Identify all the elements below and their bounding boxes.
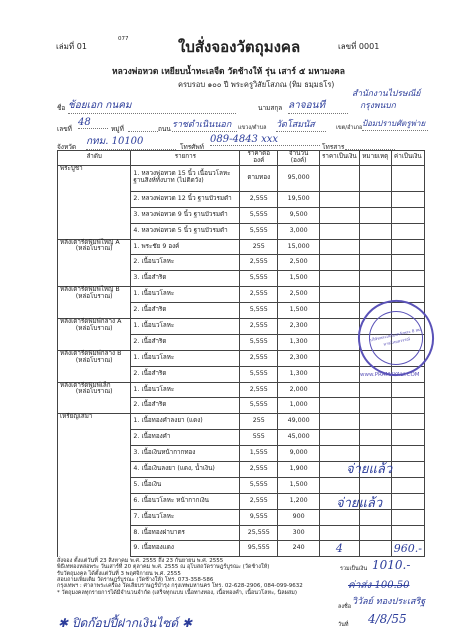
district-field[interactable]: วัดโสมนัส	[276, 117, 326, 132]
footer-line: สั่งจอง ตั้งแต่วันที่ 23 สิงหาคม พ.ศ. 2555 ถึง 23 กันยายน พ.ศ. 2555	[57, 558, 224, 564]
footer-line: สอบถามเพิ่มเติม วัดราษฎร์บูรณะ (วัดช้างให้) โทร. 073-358-586	[57, 576, 214, 583]
row-sum[interactable]	[391, 191, 424, 207]
row-item-name: เนื้อเงินลงยา (แดง, น้ำเงิน)	[141, 464, 215, 472]
row-remark	[359, 255, 391, 271]
table-row	[58, 287, 425, 303]
amphur-label: เขต/อำเภอ	[336, 125, 363, 131]
row-item-name: หลวงพ่อทวด 15 นิ้ว เนื้อนวโลหะ ฐานสิงห์ทั้งบาท (ไม่ติดวัง)	[133, 170, 231, 185]
house-field[interactable]: 48	[78, 117, 108, 129]
row-price: 255	[240, 239, 278, 255]
row-price: 2,555	[240, 493, 278, 509]
row-qty[interactable]: 4	[320, 541, 360, 557]
row-qty[interactable]	[320, 165, 360, 191]
moo-field[interactable]	[128, 130, 158, 132]
row-remark	[359, 207, 391, 223]
paid-note-2: จ่ายแล้ว	[336, 496, 383, 511]
row-number: 2.	[133, 369, 140, 377]
row-item-name: เนื้อทองฝาบาตร	[141, 528, 185, 536]
row-item-cell	[131, 509, 240, 525]
row-qty[interactable]	[320, 430, 360, 446]
row-item-name: เนื้อสำริด	[141, 337, 167, 345]
row-number: 8.	[133, 528, 140, 536]
row-item-name: เนื้อสำริด	[141, 274, 167, 282]
stamp-text: บริษัทพระเครื่องคลังพระ 8 สมหาดไทยสวรรณ์	[369, 326, 422, 347]
footer-line: กรุงเทพฯ : ศาลาพระเครื่อง วัดเลียบราษฎร์บำรุง กรุงเทพมหานคร โทร. 02-628-2906, 084-099-9632	[57, 583, 303, 590]
row-item-name: เนื้อนวโลหะ	[141, 258, 175, 266]
row-total: 15,000	[278, 239, 320, 255]
form-number: เลขที่ 0001	[338, 42, 380, 51]
row-item-cell	[131, 477, 240, 493]
row-item-cell	[131, 398, 240, 414]
col-header-item: รายการ	[131, 151, 240, 166]
row-sum[interactable]	[391, 382, 424, 398]
row-item-cell	[131, 287, 240, 303]
row-item-cell	[131, 303, 240, 319]
row-number: 3.	[133, 274, 140, 282]
table-row	[58, 223, 425, 239]
row-price: ตามทอง	[240, 165, 278, 191]
row-total: 2,000	[278, 382, 320, 398]
row-number: 1.	[133, 321, 140, 329]
row-group-cell	[58, 255, 131, 271]
row-item-name: เนื้อเงินหน้ากากทอง	[141, 449, 196, 457]
row-price: 2,555	[240, 287, 278, 303]
row-item-name: เนื้อนวโลหะ หน้ากากเงิน	[141, 496, 209, 504]
total-value: 1010.-	[372, 558, 411, 572]
name-label: ชื่อ	[57, 104, 66, 112]
row-item-cell	[131, 271, 240, 287]
shipping-note: ค่าส่ง 100.50	[348, 580, 410, 591]
row-sum[interactable]	[391, 414, 424, 430]
table-row	[58, 525, 425, 541]
row-total: 19,500	[278, 191, 320, 207]
row-group-sublabel: (หล่อโบราณ)	[75, 324, 113, 332]
row-sum[interactable]	[391, 165, 424, 191]
row-item-cell	[131, 461, 240, 477]
table-row	[58, 207, 425, 223]
date-label: วันที่	[338, 622, 349, 628]
row-qty[interactable]	[320, 239, 360, 255]
row-number: 3.	[133, 449, 140, 457]
row-item-cell	[131, 223, 240, 239]
row-price: 5,555	[240, 366, 278, 382]
row-number: 1.	[133, 385, 140, 393]
row-item-cell	[131, 350, 240, 366]
row-remark	[359, 271, 391, 287]
row-remark	[359, 398, 391, 414]
row-remark	[359, 477, 391, 493]
col-header-no: ลำดับ	[58, 151, 131, 166]
row-total: 49,000	[278, 414, 320, 430]
stamp-center	[364, 306, 428, 370]
row-group-cell	[58, 318, 131, 334]
table-row	[58, 165, 425, 191]
road-label: ถนน	[158, 125, 171, 133]
row-price: 5,555	[240, 271, 278, 287]
table-row	[58, 477, 425, 493]
row-qty[interactable]	[320, 350, 360, 366]
table-row	[58, 271, 425, 287]
row-total: 1,900	[278, 461, 320, 477]
row-total: 2,500	[278, 287, 320, 303]
row-item-cell	[131, 207, 240, 223]
row-sum[interactable]	[391, 446, 424, 462]
footer-line: พิธีเททองหล่อพระ วันเสาร์ที่ 20 ตุลาคม พ.ศ. 2555 ณ อุโบสถวัดราษฎร์บูรณะ (วัดช้างให้)	[57, 564, 270, 571]
row-total: 1,300	[278, 366, 320, 382]
row-item-cell	[131, 525, 240, 541]
row-price: 2,555	[240, 461, 278, 477]
table-row	[58, 255, 425, 271]
row-number: 2.	[133, 433, 140, 441]
row-item-name: เนื้อนวโลหะ	[141, 385, 175, 393]
footer-notes	[57, 558, 339, 596]
row-group-label: หลังเตารีดพิมพ์กลาง B	[60, 349, 122, 357]
row-qty[interactable]	[320, 287, 360, 303]
table-row	[58, 382, 425, 398]
row-qty[interactable]	[320, 318, 360, 334]
row-item-cell	[131, 541, 240, 557]
house-label: เลขที่	[57, 125, 72, 133]
row-item-name: เนื้อสำริด	[141, 369, 167, 377]
row-group-cell	[58, 366, 131, 382]
bottom-note	[58, 614, 192, 633]
fax-label: โทรสาร	[322, 143, 345, 151]
row-total: 2,500	[278, 255, 320, 271]
row-number: 7.	[133, 512, 140, 520]
row-group-cell	[58, 414, 131, 430]
row-number: 1.	[133, 290, 140, 298]
row-item-cell	[131, 414, 240, 430]
row-group-cell	[58, 287, 131, 303]
province-field[interactable]: กทม. 10100	[86, 134, 176, 150]
row-number: 5.	[133, 480, 140, 488]
row-remark	[359, 382, 391, 398]
row-qty[interactable]	[320, 382, 360, 398]
row-group-cell	[58, 334, 131, 350]
signer-label: ลงชื่อ	[338, 604, 352, 610]
row-group-cell	[58, 477, 131, 493]
row-total: 9,500	[278, 207, 320, 223]
row-item-cell	[131, 430, 240, 446]
row-price: 5,555	[240, 303, 278, 319]
row-item-name: หลวงพ่อทวด 5 นิ้ว ฐานบัวรมดำ	[141, 226, 228, 234]
row-remark	[359, 191, 391, 207]
row-group-cell	[58, 493, 131, 509]
row-group-cell	[58, 223, 131, 239]
row-group-cell	[58, 446, 131, 462]
row-sum[interactable]	[391, 255, 424, 271]
row-qty[interactable]	[320, 398, 360, 414]
row-group-cell	[58, 350, 131, 366]
row-total: 1,500	[278, 303, 320, 319]
row-item-name: เนื้อนวโลหะ	[141, 290, 175, 298]
row-number: 3.	[133, 210, 140, 218]
row-item-cell	[131, 239, 240, 255]
row-price: 9,555	[240, 509, 278, 525]
row-group-label: หลังเตารีดพิมพ์ใหญ่ A	[60, 238, 120, 246]
row-qty[interactable]	[320, 207, 360, 223]
row-group-cell	[58, 239, 131, 255]
row-total: 1,000	[278, 398, 320, 414]
row-qty[interactable]	[320, 255, 360, 271]
row-number: 2.	[133, 401, 140, 409]
row-qty[interactable]	[320, 303, 360, 319]
row-total: 1,500	[278, 477, 320, 493]
row-item-name: หลวงพ่อทวด 9 นิ้ว ฐานบัวรมดำ	[141, 210, 228, 218]
row-group-cell	[58, 165, 131, 191]
row-group-cell	[58, 541, 131, 557]
name-field[interactable]: ช้อยเอก กนคม	[68, 98, 236, 114]
row-group-cell	[58, 509, 131, 525]
row-group-cell	[58, 398, 131, 414]
row-sum[interactable]	[391, 398, 424, 414]
row-item-name: เนื้อทองคำ	[141, 433, 171, 441]
row-number: 4.	[133, 464, 140, 472]
moo-label: หมู่ที่	[111, 125, 124, 133]
row-qty[interactable]	[320, 191, 360, 207]
footer-line: รับวัตถุมงคล ได้ตั้งแต่วันที่ 3 พฤศจิกายน พ.ศ. 2555	[57, 570, 181, 577]
row-qty[interactable]	[320, 525, 360, 541]
row-remark	[359, 239, 391, 255]
row-number: 6.	[133, 496, 140, 504]
row-group-label: หลังเตารีดพิมพ์กลาง A	[60, 317, 122, 325]
row-item-cell	[131, 366, 240, 382]
row-sum[interactable]	[391, 525, 424, 541]
row-item-cell	[131, 493, 240, 509]
row-number: 1.	[133, 170, 140, 178]
row-price: 2,555	[240, 255, 278, 271]
row-group-sublabel: (หล่อโบราณ)	[75, 356, 113, 364]
row-group-cell	[58, 430, 131, 446]
row-price: 5,555	[240, 477, 278, 493]
company-field[interactable]: กรุงพนบก	[360, 101, 396, 111]
row-total: 3,000	[278, 223, 320, 239]
row-number: 9.	[133, 544, 140, 552]
row-group-cell	[58, 382, 131, 398]
row-total: 240	[278, 541, 320, 557]
row-group-label: หลังเตารีดพิมพ์เล็ก	[60, 381, 111, 389]
row-group-label: เหรียญเสมา	[60, 413, 93, 421]
row-group-label: พระบูชา	[60, 164, 83, 172]
form-title: ใบสั่งจองวัตถุมงคล	[178, 38, 301, 56]
row-total: 1,500	[278, 271, 320, 287]
surname-label: นามสกุล	[258, 104, 283, 112]
form-subtitle-2: ครบรอบ ๑๐๐ ปี พระครูวิสัยโสภณ (ทิม ธมฺมธโร)	[178, 80, 335, 89]
row-qty[interactable]	[320, 223, 360, 239]
row-price: 5,555	[240, 334, 278, 350]
row-item-cell	[131, 318, 240, 334]
row-qty[interactable]	[320, 414, 360, 430]
row-item-name: พระชัย 9 องค์	[141, 242, 180, 250]
row-qty[interactable]	[320, 366, 360, 382]
surname-field[interactable]: ลาจอนที	[288, 98, 348, 114]
row-number: 4.	[133, 226, 140, 234]
row-total: 900	[278, 509, 320, 525]
table-row	[58, 398, 425, 414]
row-remark	[359, 430, 391, 446]
row-sum[interactable]	[391, 509, 424, 525]
table-row	[58, 239, 425, 255]
table-row	[58, 541, 425, 557]
phone-label: โทรศัพท์	[180, 143, 204, 151]
row-sum[interactable]	[391, 477, 424, 493]
bottom-note-text: ปิดก๊อปปี้ฝากเงินไซด์	[71, 616, 179, 630]
row-total: 9,000	[278, 446, 320, 462]
col-header-total: ราคาเป็นเงิน	[320, 151, 360, 166]
row-group-cell	[58, 461, 131, 477]
row-number: 1.	[133, 242, 140, 250]
row-number: 1.	[133, 353, 140, 361]
col-header-price: ราคาต่อองค์	[240, 151, 278, 166]
row-total: 2,300	[278, 350, 320, 366]
row-sum[interactable]	[391, 207, 424, 223]
row-sum[interactable]	[391, 493, 424, 509]
signer-value: วิวัลย์ ทองประเสริฐ	[352, 597, 426, 607]
total-label: รวมเป็นเงิน	[340, 566, 368, 572]
amphur-field[interactable]: ป้อมปราบศัตรูพ่าย	[362, 117, 428, 131]
row-number: 2.	[133, 337, 140, 345]
row-group-sublabel: (หล่อโบราณ)	[75, 245, 113, 253]
row-sum[interactable]	[391, 271, 424, 287]
row-price: 1,555	[240, 446, 278, 462]
row-remark	[359, 414, 391, 430]
row-item-cell	[131, 334, 240, 350]
row-item-name: เนื้อทองแดง	[141, 544, 174, 552]
row-item-name: เนื้อนวโลหะ	[141, 512, 175, 520]
row-item-cell	[131, 165, 240, 191]
row-price: 555	[240, 430, 278, 446]
row-group-cell	[58, 271, 131, 287]
star-icon: ✱	[178, 616, 193, 630]
row-total: 1,200	[278, 493, 320, 509]
province-label: จังหวัด	[57, 143, 77, 151]
row-number: 2.	[133, 258, 140, 266]
row-price: 2,555	[240, 191, 278, 207]
row-item-cell	[131, 191, 240, 207]
row-price: 95,555	[240, 541, 278, 557]
row-remark	[359, 165, 391, 191]
row-price: 2,555	[240, 318, 278, 334]
form-subtitle: หลวงพ่อหวด เหยียบน้ำทะเลจืด วัดช้างให้ รุ่น เสาร์ ๕ มหามงคล	[112, 67, 345, 77]
row-item-name: เนื้อสำริด	[141, 306, 167, 314]
row-remark	[359, 223, 391, 239]
table-row	[58, 430, 425, 446]
row-number: 2.	[133, 194, 140, 202]
row-price: 5,555	[240, 223, 278, 239]
row-sum[interactable]	[391, 239, 424, 255]
row-total: 45,000	[278, 430, 320, 446]
row-price: 25,555	[240, 525, 278, 541]
row-qty[interactable]	[320, 271, 360, 287]
row-item-name: เนื้อนวโลหะ	[141, 321, 175, 329]
col-header-remark: หมายเหตุ	[359, 151, 391, 166]
row-item-name: หลวงพ่อทวด 12 นิ้ว ฐานบัวรมดำ	[141, 194, 232, 202]
row-item-name: เนื้อสำริด	[141, 401, 167, 409]
row-total: 300	[278, 525, 320, 541]
district-label: แขวง/ตำบล	[238, 125, 267, 131]
row-item-name: เนื้อนวโลหะ	[141, 353, 175, 361]
row-price: 2,555	[240, 350, 278, 366]
row-item-cell	[131, 255, 240, 271]
date-value: 4/8/55	[368, 612, 407, 626]
row-number: 2.	[133, 306, 140, 314]
table-row	[58, 414, 425, 430]
row-sum[interactable]	[391, 223, 424, 239]
paid-note-1: จ่ายแล้ว	[346, 462, 393, 477]
row-price: 5,555	[240, 207, 278, 223]
row-remark	[359, 541, 391, 557]
col-header-qty: จำนวน (องค์)	[278, 151, 320, 166]
phone-field[interactable]: 089-4843 xxx	[210, 134, 320, 146]
row-number: 1.	[133, 417, 140, 425]
row-group-sublabel: (หล่อโบราณ)	[75, 388, 113, 396]
row-qty[interactable]	[320, 477, 360, 493]
row-item-cell	[131, 446, 240, 462]
row-group-cell	[58, 191, 131, 207]
table-header-row	[58, 151, 425, 166]
row-total: 1,300	[278, 334, 320, 350]
footer-line: * วัตถุมงคลทุกรายการได้มีจำนวนจำกัด (เสร็จทุกแบบ เนื้อทางทอง, เนื้อทองคำ, เนื้อนวโลหะ, นิลผสม)	[57, 589, 298, 596]
row-sum[interactable]	[391, 461, 424, 477]
row-item-cell	[131, 382, 240, 398]
row-sum[interactable]	[391, 430, 424, 446]
row-total: 95,000	[278, 165, 320, 191]
row-item-name: เนื้อเงิน	[141, 480, 162, 488]
row-total: 2,300	[278, 318, 320, 334]
row-group-sublabel: (หล่อโบราณ)	[75, 293, 113, 301]
star-icon: ✱	[58, 616, 72, 630]
row-sum[interactable]: 960.-	[391, 541, 424, 557]
company-label: สำนักงานไปรษณีย์	[352, 89, 421, 99]
book-number: เล่มที่ 01	[56, 42, 87, 51]
row-group-cell	[58, 303, 131, 319]
book-small-number: 077	[118, 36, 129, 42]
stamp-website: www.PRAMAYALI.COM	[360, 372, 420, 378]
road-field[interactable]: ราชดำเนินนอก	[172, 117, 237, 132]
row-group-label: หลังเตารีดพิมพ์ใหญ่ B	[60, 286, 120, 294]
col-header-sum: ค่าเป็นเงิน	[391, 151, 424, 166]
row-item-name: เนื้อทองคำลงยา (แดง)	[141, 417, 203, 425]
row-group-cell	[58, 207, 131, 223]
table-row	[58, 191, 425, 207]
row-group-cell	[58, 525, 131, 541]
row-qty[interactable]	[320, 334, 360, 350]
row-remark	[359, 525, 391, 541]
row-price: 2,555	[240, 382, 278, 398]
row-price: 255	[240, 414, 278, 430]
row-price: 5,555	[240, 398, 278, 414]
